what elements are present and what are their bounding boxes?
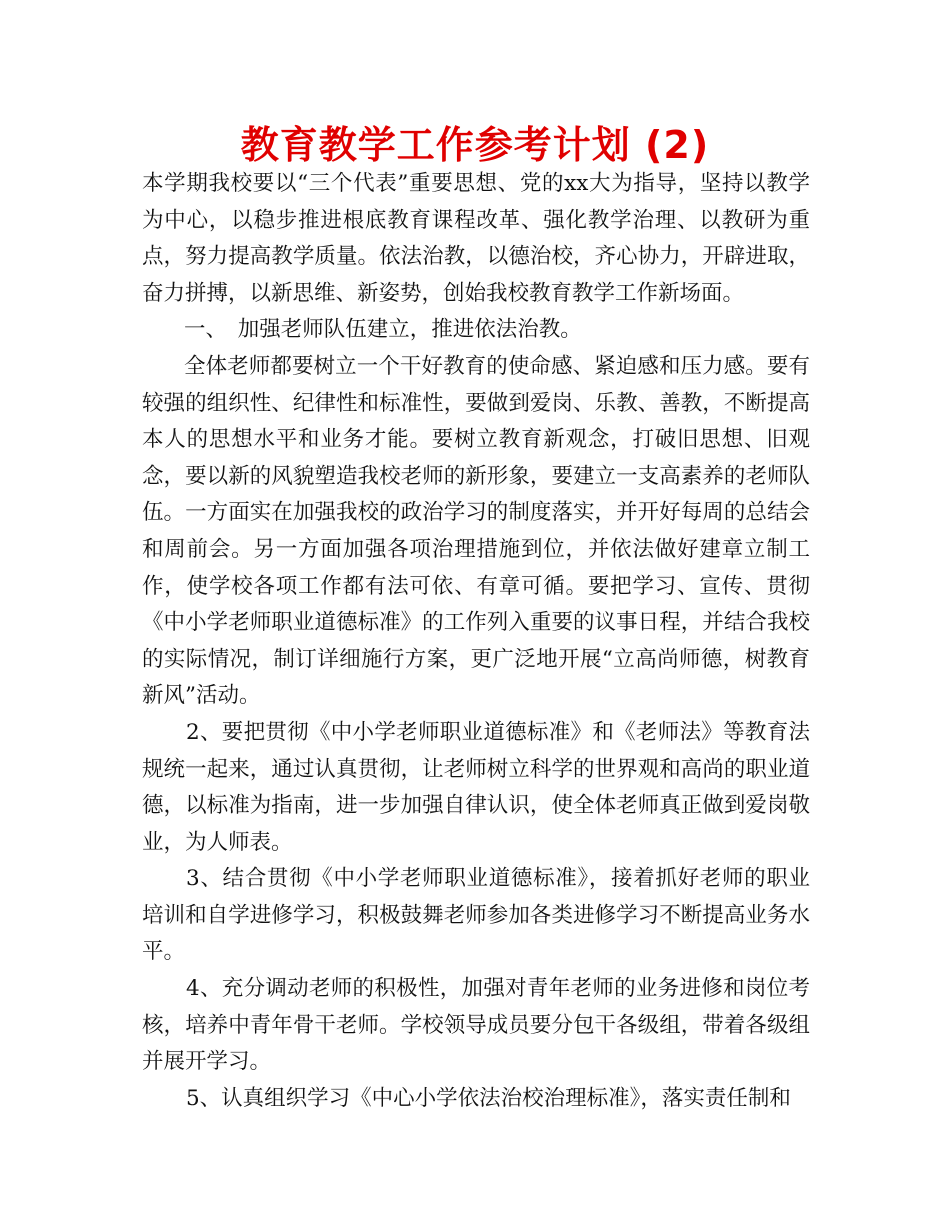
paragraph-item-3: 3、结合贯彻《中小学老师职业道德标准》，接着抓好老师的职业培训和自学进修学习，积极鼓舞老师参加各类进修学习不断提高业务水平。	[142, 866, 810, 965]
paragraph-intro: 本学期我校要以“三个代表”重要思想、党的xx大为指导，坚持以教学为中心，以稳步推进根底教育课程改革、强化教学治理、以教研为重点，努力提高教学质量。依法治教，以德治校，齐心协力，开辟进取，奋力拼搏，以新思维、新姿势，创始我校教育教学工作新场面。	[142, 171, 810, 306]
paragraph-item-5: 5、认真组织学习《中心小学依法治校治理标准》，落实责任制和	[186, 1085, 791, 1111]
paragraph-item-2: 2、要把贯彻《中小学老师职业道德标准》和《老师法》等教育法规统一起来，通过认真贯彻，让老师树立科学的世界观和高尚的职业道德，以标准为指南，进一步加强自律认识，使全体老师真正做到爱岗敬业，为人师表。	[142, 719, 810, 855]
paragraph-item-4: 4、充分调动老师的积极性，加强对青年老师的业务进修和岗位考核，培养中青年骨干老师。学校领导成员要分包干各级组，带着各级组并展开学习。	[142, 976, 810, 1075]
section-heading-1: 一、 加强老师队伍建立，推进依法治教。	[184, 317, 582, 343]
document-body	[142, 166, 810, 1117]
document-title: 教育教学工作参考计划 (2)	[240, 123, 710, 167]
paragraph-teacher-team: 全体老师都要树立一个干好教育的使命感、紧迫感和压力感。要有较强的组织性、纪律性和标准性，要做到爱岗、乐教、善教，不断提高本人的思想水平和业务才能。要树立教育新观念，打破旧思想、旧观念，要以新的风貌塑造我校老师的新形象，要建立一支高素养的老师队伍。一方面实在加强我校的政治学习的制度落实，并开好每周的总结会和周前会。另一方面加强各项治理措施到位，并依法做好建章立制工作，使学校各项工作都有法可依、有章可循。要把学习、宣传、贯彻《中小学老师职业道德标准》的工作列入重要的议事日程，并结合我校的实际情况，制订详细施行方案，更广泛地开展“立高尚师德，树教育新风”活动。	[142, 353, 810, 709]
